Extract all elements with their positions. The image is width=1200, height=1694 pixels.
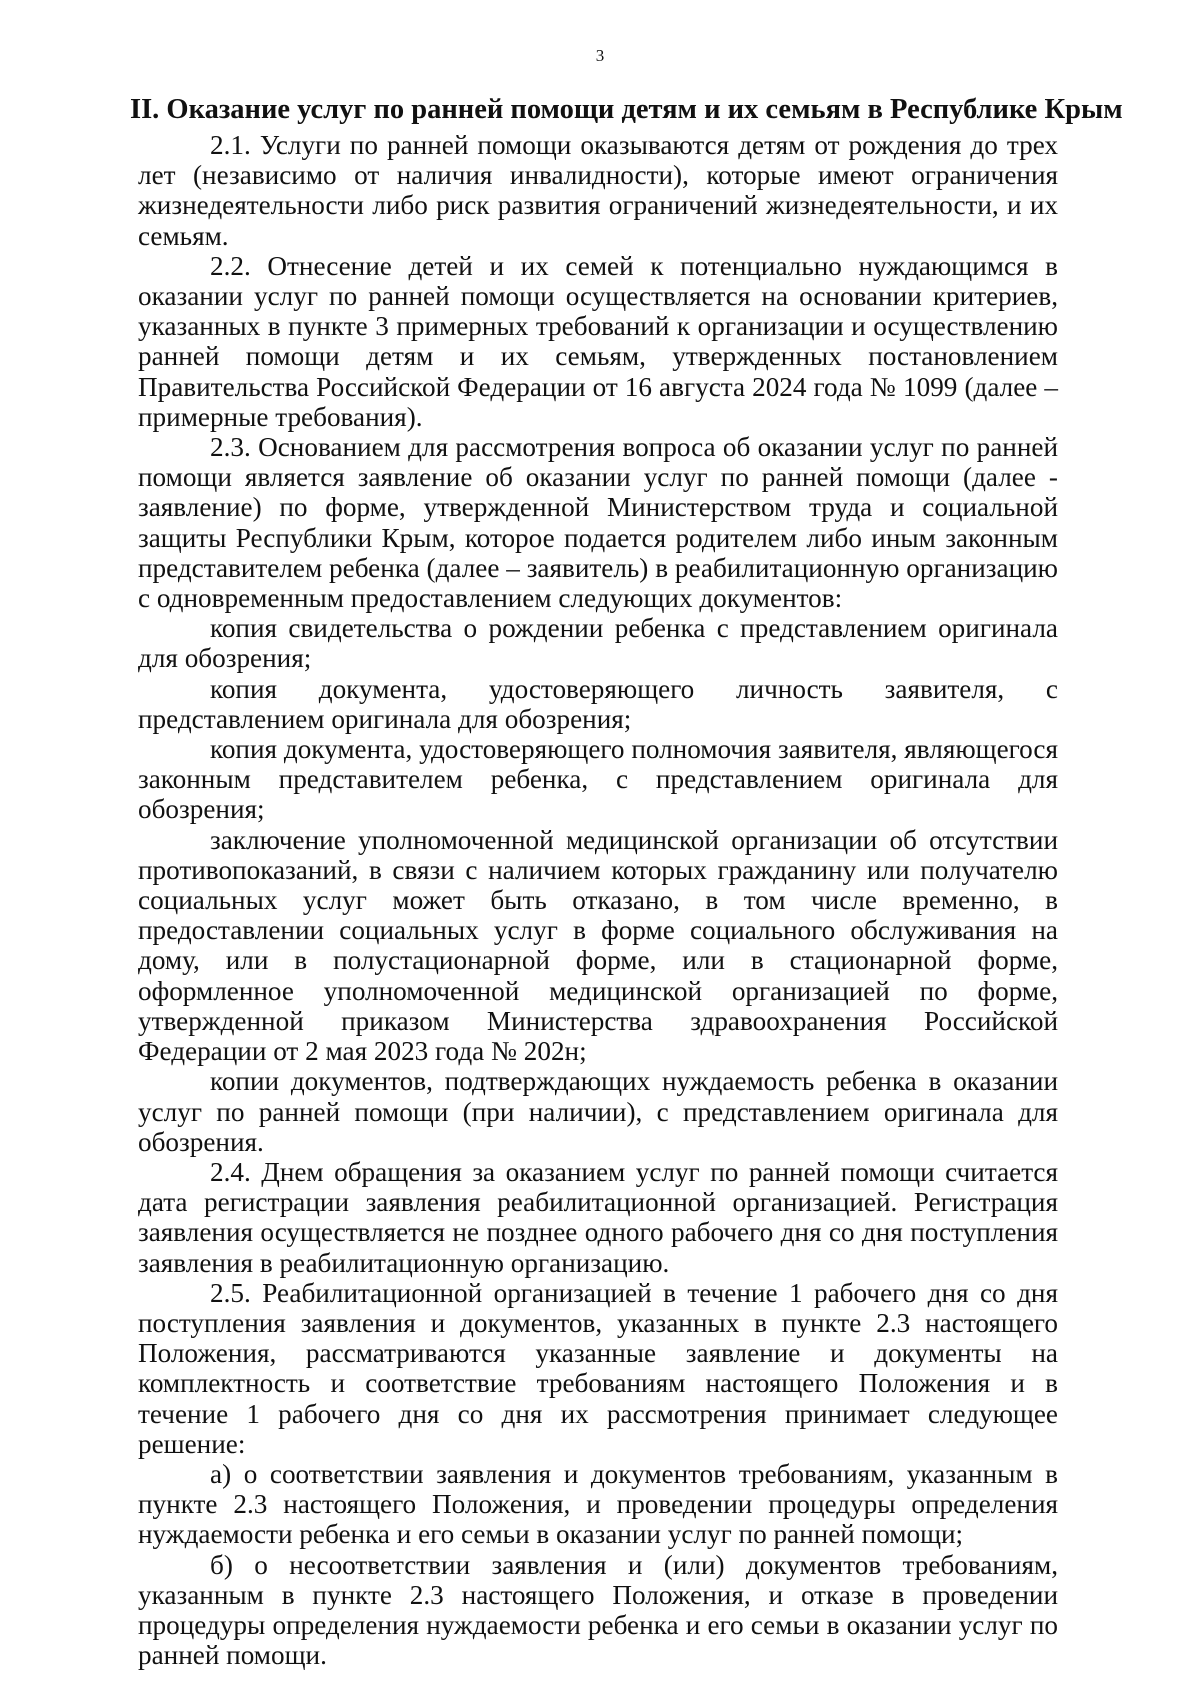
decision-option-b: б) о несоответствии заявления и (или) документов требованиям, указанным в пункте 2.3 настоящего Положения, и отказе в проведении процедуры определения нуждаемости ребенка и его семьи в оказании услуг по ранней помощи.	[138, 1549, 1058, 1671]
document-list-item-need-documents: копии документов, подтверждающих нуждаемость ребенка в оказании услуг по ранней помощи (при наличии), с представлением оригинала для обозрения.	[138, 1066, 1058, 1157]
paragraph-2-4: 2.4. Днем обращения за оказанием услуг по ранней помощи считается дата регистрации заявления реабилитационной организацией. Регистрация заявления осуществляется не позднее одного рабочего дня со дня поступления заявления в реабилитационную организацию.	[138, 1156, 1058, 1278]
paragraph-2-1: 2.1. Услуги по ранней помощи оказываются детям от рождения до трех лет (независимо от наличия инвалидности), которые имеют ограничения жизнедеятельности либо риск развития ограничений жизнедеятельности, и их семьям.	[138, 130, 1058, 251]
paragraph-2-2: 2.2. Отнесение детей и их семей к потенциально нуждающимся в оказании услуг по ранней помощи осуществляется на основании критериев, указанных в пункте 3 примерных требований к организации и осуществлению ранней помощи детям и их семьям, утвержденных постановлением Правительства Российской Федерации от 16 августа 2024 года № 1099 (далее – примерные требования).	[138, 250, 1058, 432]
document-list-item-medical-conclusion: заключение уполномоченной медицинской организации об отсутствии противопоказаний, в связи с наличием которых гражданину или получателю социальных услуг может быть отказано, в том числе временно, в предоставлении социальных услуг в форме социального обслуживания на дому, или в полустационарной форме, или в стационарной форме, оформленное уполномоченной медицинской организацией по форме, утвержденной приказом Министерства здравоохранения Российской Федерации от 2 мая 2023 года № 202н;	[138, 824, 1058, 1067]
document-list-item-applicant-id: копия документа, удостоверяющего личность заявителя, с представлением оригинала для обозрения;	[138, 673, 1058, 734]
document-list-item-authority-document: копия документа, удостоверяющего полномочия заявителя, являющегося законным представителем ребенка, с представлением оригинала для обозрения;	[138, 734, 1058, 825]
paragraph-2-3: 2.3. Основанием для рассмотрения вопроса об оказании услуг по ранней помощи является заявление об оказании услуг по ранней помощи (далее - заявление) по форме, утвержденной Министерством труда и социальной защиты Республики Крым, которое подается родителем либо иным законным представителем ребенка (далее – заявитель) в реабилитационную организацию с одновременным предоставлением следующих документов:	[138, 432, 1058, 614]
document-list-item-birth-certificate: копия свидетельства о рождении ребенка с представлением оригинала для обозрения;	[138, 613, 1058, 674]
paragraph-2-5: 2.5. Реабилитационной организацией в течение 1 рабочего дня со дня поступления заявления и документов, указанных в пункте 2.3 настоящего Положения, рассматриваются указанные заявление и документы на комплектность и соответствие требованиям настоящего Положения и в течение 1 рабочего дня со дня их рассмотрения принимает следующее решение:	[138, 1277, 1058, 1459]
decision-option-a: а) о соответствии заявления и документов требованиям, указанным в пункте 2.3 настоящего Положения, и проведении процедуры определения нуждаемости ребенка и его семьи в оказании услуг по ранней помощи;	[138, 1458, 1058, 1550]
page-number: 3	[595, 46, 605, 65]
section-title: II. Оказание услуг по ранней помощи детям и их семьям в Республике Крым	[130, 94, 1123, 125]
document-body	[138, 130, 1058, 1670]
